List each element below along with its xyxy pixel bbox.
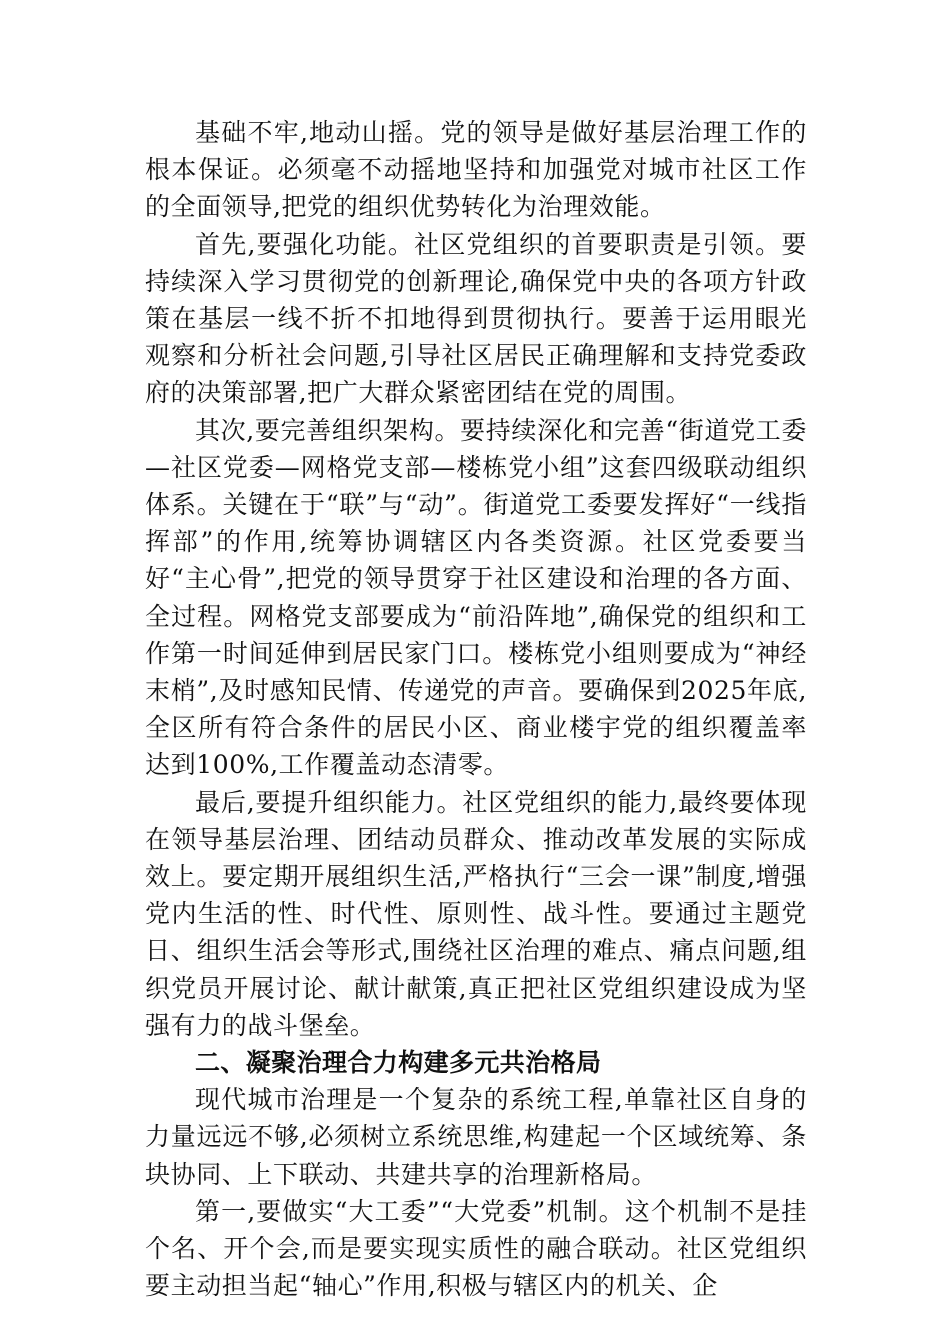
paragraph-first: 首先,要强化功能。社区党组织的首要职责是引领。要持续深入学习贯彻党的创新理论,确保党中央的各项方针政策在基层一线不折不扣地得到贯彻执行。要善于运用眼光观察和分析社会问题,引导社区居民正确理解和支持党委政府的决策部署,把广大群众紧密团结在党的周围。 bbox=[145, 229, 807, 408]
section-heading: 二、凝聚治理合力构建多元共治格局 bbox=[195, 1048, 602, 1078]
paragraph-section-intro: 现代城市治理是一个复杂的系统工程,单靠社区自身的力量远远不够,必须树立系统思维,构建起一个区域统筹、条块协同、上下联动、共建共享的治理新格局。 bbox=[145, 1085, 807, 1189]
paragraph-intro: 基础不牢,地动山摇。党的领导是做好基层治理工作的根本保证。必须毫不动摇地坚持和加强党对城市社区工作的全面领导,把党的组织优势转化为治理效能。 bbox=[145, 118, 807, 222]
paragraph-section-first: 第一,要做实“大工委”“大党委”机制。这个机制不是挂个名、开个会,而是要实现实质性的融合联动。社区党组织要主动担当起“轴心”作用,积极与辖区内的机关、企 bbox=[145, 1196, 807, 1301]
paragraph-last: 最后,要提升组织能力。社区党组织的能力,最终要体现在领导基层治理、团结动员群众、推动改革发展的实际成效上。要定期开展组织生活,严格执行“三会一课”制度,增强党内生活的性、时代性、原则性、战斗性。要通过主题党日、组织生活会等形式,围绕社区治理的难点、痛点问题,组织党员开展讨论、献计献策,真正把社区党组织建设成为坚强有力的战斗堡垒。 bbox=[145, 787, 807, 1040]
document-page bbox=[145, 114, 807, 1305]
paragraph-second: 其次,要完善组织架构。要持续深化和完善“街道党工委—社区党委—网格党支部—楼栋党小组”这套四级联动组织体系。关键在于“联”与“动”。街道党工委要发挥好“一线指挥部”的作用,统筹协调辖区内各类资源。社区党委要当好“主心骨”,把党的领导贯穿于社区建设和治理的各方面、全过程。网格党支部要成为“前沿阵地”,确保党的组织和工作第一时间延伸到居民家门口。楼栋党小组则要成为“神经末梢”,及时感知民情、传递党的声音。要确保到2025年底,全区所有符合条件的居民小区、商业楼宇党的组织覆盖率达到100%,工作覆盖动态清零。 bbox=[145, 415, 807, 780]
